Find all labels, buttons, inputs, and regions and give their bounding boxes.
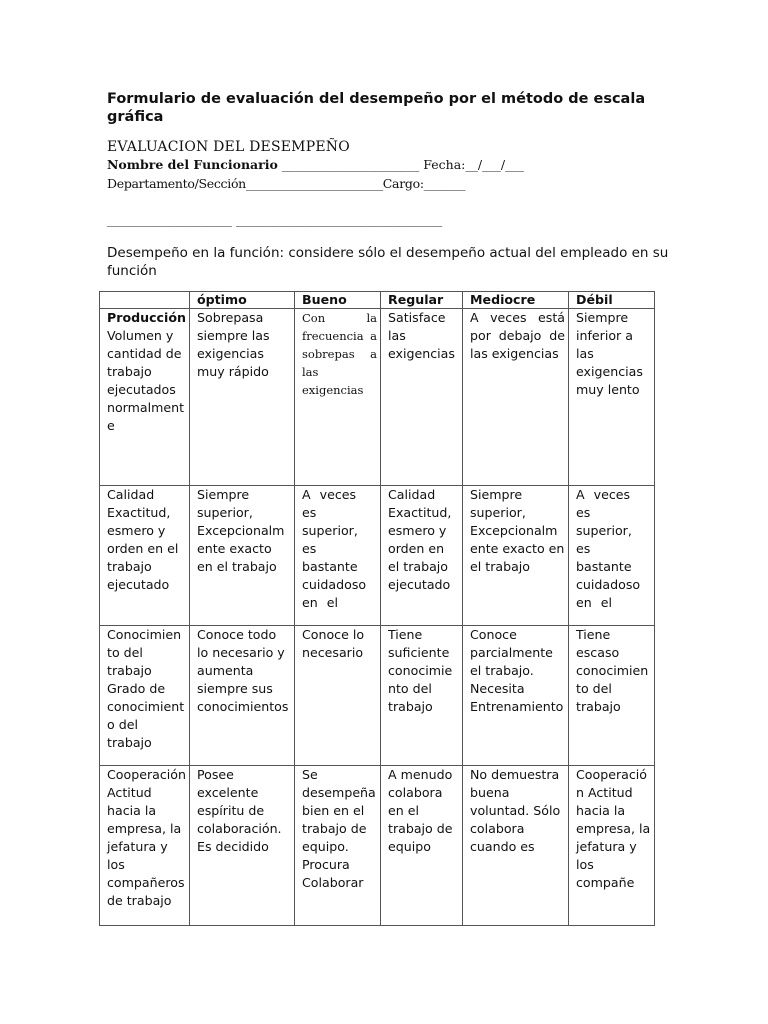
rating-cell-mediocre: Conoce parcialmente el trabajo. Necesita Entrenamiento <box>463 626 569 766</box>
signature-line <box>107 212 442 227</box>
name-field[interactable]: ______________________ <box>281 157 420 172</box>
table-row-cooperacion <box>100 766 655 926</box>
rating-cell-optimo: Conoce todo lo necesario y aumenta siempre sus conocimientos <box>190 626 295 766</box>
header-row <box>100 292 655 309</box>
factor-description: Volumen y cantidad de trabajo ejecutados normalmente <box>107 328 185 433</box>
rating-cell-bueno: Con la frecuencia a sobrepas a las exigencias <box>295 309 381 486</box>
factor-cell <box>100 309 190 486</box>
rating-cell-mediocre: A veces está por debajo de las exigencias <box>463 309 569 486</box>
header-empty <box>100 292 190 309</box>
signature-field-2[interactable]: _________________________________ <box>235 212 443 227</box>
signature-field-1[interactable]: ____________________ <box>107 212 232 227</box>
department-field[interactable]: _______________________ <box>245 176 383 191</box>
header-regular: Regular <box>381 292 463 309</box>
factor-cell: Calidad Exactitud, esmero y orden en el trabajo ejecutado <box>100 486 190 626</box>
rating-cell-optimo: Posee excelente espíritu de colaboración. Es decidido <box>190 766 295 926</box>
header-debil: Débil <box>569 292 655 309</box>
name-line <box>107 157 524 172</box>
rating-cell-bueno: Se desempeña bien en el trabajo de equipo. Procura Colaborar <box>295 766 381 926</box>
cargo-field[interactable]: _______ <box>423 176 466 191</box>
rating-cell-debil: A veces es superior, es bastante cuidadoso en el <box>569 486 655 626</box>
rating-cell-mediocre: Siempre superior, Excepcionalmente exacto en el trabajo <box>463 486 569 626</box>
rating-cell-debil: Siempre inferior a las exigencias muy lento <box>569 309 655 486</box>
table-row-conocimiento <box>100 626 655 766</box>
document-title: Formulario de evaluación del desempeño por el método de escala gráfica <box>107 91 646 125</box>
rating-cell-optimo: Sobrepasa siempre las exigencias muy rápido <box>190 309 295 486</box>
department-label: Departamento/Sección <box>107 176 246 191</box>
header-mediocre: Mediocre <box>463 292 569 309</box>
header-optimo: óptimo <box>190 292 295 309</box>
rating-cell-debil: Cooperación Actitud hacia la empresa, la jefatura y los compañe <box>569 766 655 926</box>
rating-cell-regular: A menudo colabora en el trabajo de equipo <box>381 766 463 926</box>
cargo-label: Cargo: <box>382 176 424 191</box>
table-row-calidad <box>100 486 655 626</box>
form-heading: EVALUACION DEL DESEMPEÑO <box>107 139 350 155</box>
factor-cell: Cooperación Actitud hacia la empresa, la jefatura y los compañeros de trabajo <box>100 766 190 926</box>
rating-cell-debil: Tiene escaso conocimiento del trabajo <box>569 626 655 766</box>
evaluation-table <box>99 291 655 926</box>
factor-cell: Conocimiento del trabajo Grado de conocimiento del trabajo <box>100 626 190 766</box>
name-label: Nombre del Funcionario <box>107 157 278 172</box>
department-line <box>107 176 465 191</box>
date-field[interactable]: __/___/___ <box>465 157 524 172</box>
table-row-produccion <box>100 309 655 486</box>
rating-cell-optimo: Siempre superior, Excepcionalmente exacto en el trabajo <box>190 486 295 626</box>
rating-cell-regular: Tiene suficiente conocimiento del trabajo <box>381 626 463 766</box>
header-bueno: Bueno <box>295 292 381 309</box>
rating-cell-regular: Calidad Exactitud, esmero y orden en el trabajo ejecutado <box>381 486 463 626</box>
factor-title: Producción <box>107 310 186 325</box>
rating-cell-bueno: Conoce lo necesario <box>295 626 381 766</box>
intro-text: Desempeño en la función: considere sólo el desempeño actual del empleado en su función <box>107 245 669 279</box>
rating-cell-regular: Satisface las exigencias <box>381 309 463 486</box>
rating-cell-mediocre: No demuestra buena voluntad. Sólo colabora cuando es <box>463 766 569 926</box>
rating-cell-bueno: A veces es superior, es bastante cuidadoso en el <box>295 486 381 626</box>
date-label: Fecha: <box>423 157 466 172</box>
